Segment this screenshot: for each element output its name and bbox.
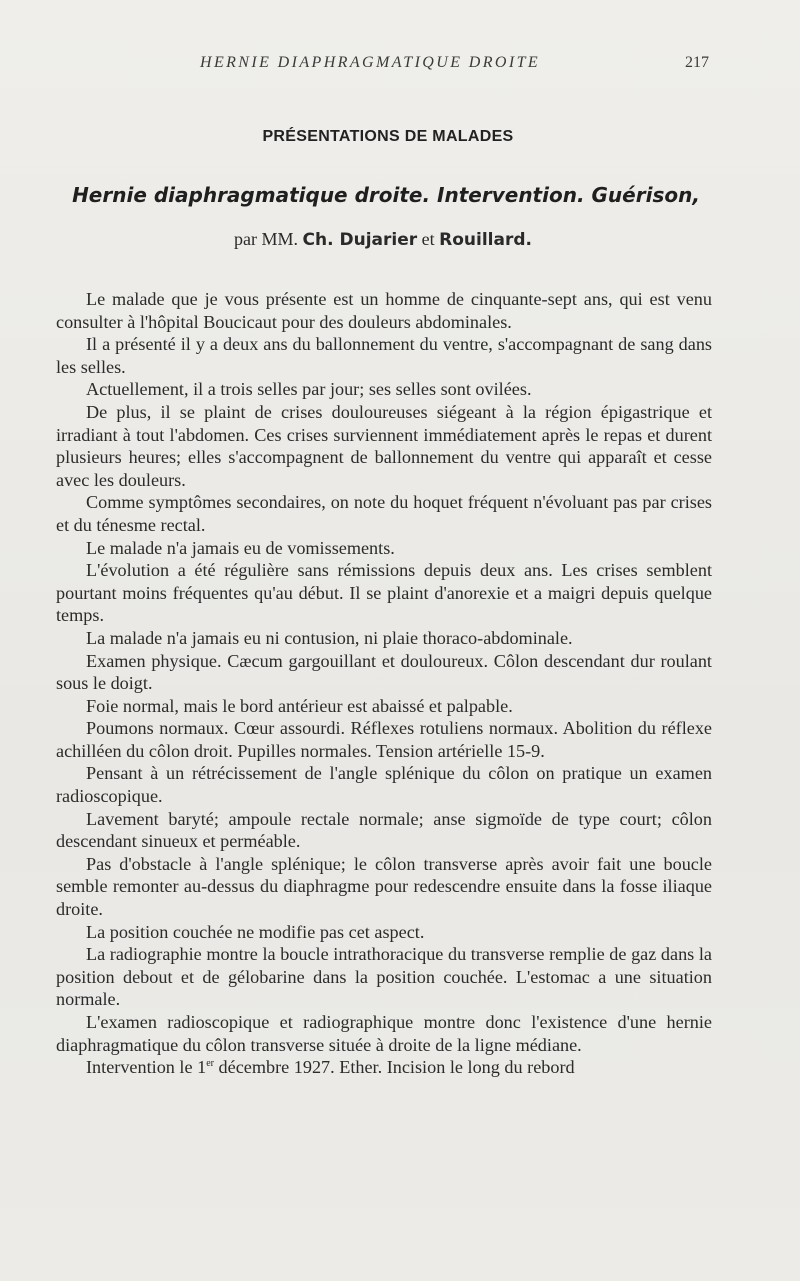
body-paragraph-last xyxy=(56,1056,712,1079)
article-body xyxy=(56,288,712,1079)
ordinal-superscript: er xyxy=(206,1058,214,1070)
running-header-title: HERNIE DIAPHRAGMATIQUE DROITE xyxy=(200,54,541,71)
article-title: Hernie diaphragmatique droite. Intervention. Guérison, xyxy=(72,183,700,207)
body-paragraph: Pas d'obstacle à l'angle splénique; le côlon transverse après avoir fait une boucle semble remonter au-dessus du diaphragme pour redescendre ensuite dans la fosse iliaque droite. xyxy=(56,853,712,920)
author-name: Rouillard. xyxy=(439,230,532,250)
body-paragraph: L'examen radioscopique et radiographique montre donc l'existence d'une hernie diaphragmatique du côlon transverse située à droite de la ligne médiane. xyxy=(56,1012,712,1055)
authors-prefix: par MM. xyxy=(234,229,299,249)
author-name: Ch. Dujarier xyxy=(302,230,418,250)
text-run: Intervention le 1 xyxy=(86,1057,207,1078)
article-authors xyxy=(0,229,766,250)
body-paragraph: De plus, il se plaint de crises douloureuses siégeant à la région épigastrique et irradiant à tout l'abdomen. Ces crises surviennent immédiatement après le repas et durent plusieurs heures; elles s'accompagnent de ballonnement du ventre qui apparaît et cesse avec les douleurs. xyxy=(56,401,712,490)
body-paragraph: L'évolution a été régulière sans rémissions depuis deux ans. Les crises semblent pourtant moins fréquentes qu'au début. Il se plaint d'anorexie et a maigri depuis quelque temps. xyxy=(56,560,712,626)
body-paragraph: La position couchée ne modifie pas cet aspect. xyxy=(86,921,425,942)
body-paragraph: Foie normal, mais le bord antérieur est abaissé et palpable. xyxy=(86,695,513,716)
body-paragraph: Pensant à un rétrécissement de l'angle splénique du côlon on pratique un examen radioscopique. xyxy=(56,763,712,807)
body-paragraph: Lavement baryté; ampoule rectale normale; anse sigmoïde de type court; côlon descendant sinueux et perméable. xyxy=(56,808,712,852)
body-paragraph: Examen physique. Cæcum gargouillant et douloureux. Côlon descendant dur roulant sous le doigt. xyxy=(56,650,712,694)
body-paragraph: Actuellement, il a trois selles par jour; ses selles sont ovilées. xyxy=(86,379,532,400)
body-paragraph: Le malade que je vous présente est un homme de cinquante-sept ans, qui est venu consulter à l'hôpital Boucicaut pour des douleurs abdominales. xyxy=(56,289,712,332)
body-paragraph: Le malade n'a jamais eu de vomissements. xyxy=(86,537,395,558)
authors-conjunction: et xyxy=(421,229,435,249)
body-paragraph: Il a présenté il y a deux ans du ballonnement du ventre, s'accompagnant de sang dans les selles. xyxy=(56,334,712,377)
body-paragraph: La malade n'a jamais eu ni contusion, ni plaie thoraco-abdominale. xyxy=(86,627,573,648)
text-run: décembre 1927. Ether. Incision le long du rebord xyxy=(213,1057,575,1078)
body-paragraph: Comme symptômes secondaires, on note du hoquet fréquent n'évoluant pas par crises et du ténesme rectal. xyxy=(56,492,712,535)
page-number: 217 xyxy=(685,54,709,71)
body-paragraph: La radiographie montre la boucle intrathoracique du transverse remplie de gaz dans la position debout et de gélobarine dans la position couchée. L'estomac a une situation normale. xyxy=(56,944,712,1010)
body-paragraph: Poumons normaux. Cœur assourdi. Réflexes rotuliens normaux. Abolition du réflexe achilléen du côlon droit. Pupilles normales. Tension artérielle 15-9. xyxy=(56,718,712,761)
section-heading: PRÉSENTATIONS DE MALADES xyxy=(262,128,514,145)
